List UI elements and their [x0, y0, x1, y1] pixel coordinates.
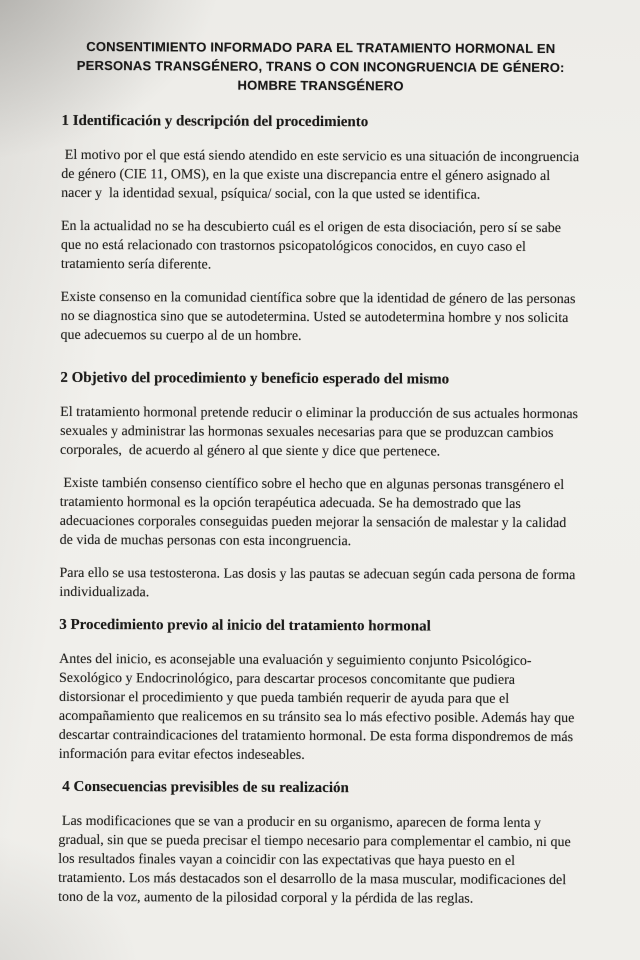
section-heading: 4 Consecuencias previsibles de su realización: [58, 778, 349, 797]
section-1-identificacion: [60, 112, 587, 347]
paragraph: Para ello se usa testosterona. Las dosis y las pautas se adecuan según cada persona de forma individualizada.: [59, 565, 579, 601]
paragraph: Antes del inicio, es aconsejable una evaluación y seguimiento conjunto Psicológico-Sexológico y Endocrinológico, para descartar procesos concomitante que pudiera distorsionar el procedimiento y que pueda también requerir de ayuda para que el acompañamiento que realicemos en su tránsito sea lo más efectivo posible. Además hay que descartar contraindicaciones del tratamiento hormonal. De esta forma dispondremos de más información para evitar efectos indeseables.: [58, 651, 578, 763]
section-3-procedimiento-previo: [59, 616, 578, 766]
paragraph: En la actualidad no se ha descubierto cuál es el origen de esta disociación, pero sí se sabe que no está relacionado con trastornos psicopatológicos conocidos, en cuyo caso el tratamiento sería diferente.: [60, 218, 565, 273]
document-title-line: PERSONAS TRANSGÉNERO, TRANS O CON INCONGRUENCIA DE GÉNERO:: [76, 57, 565, 76]
section-heading: 1 Identificación y descripción del procedimiento: [61, 112, 369, 131]
section-heading: 3 Procedimiento previo al inicio del tratamiento hormonal: [59, 616, 431, 635]
section-2-objetivo: [59, 369, 582, 604]
paragraph: Las modificaciones que se van a producir en su organismo, aparecen de forma lenta y gradual, sin que se pueda precisar el tiempo necesario para complementar el cambio, ni que los resultados finales vayan a coincidir con las expectativas que haya puesto en el tratamiento. Los más destacados son el desarrollo de la masa muscular, modificaciones del tono de la voz, aumento de la pilosidad corporal y la pérdida de las reglas.: [58, 813, 575, 907]
paragraph: El tratamiento hormonal pretende reducir o eliminar la producción de sus actuales hormonas sexuales y administrar las hormonas sexuales necesarias para que se produzcan cambios corporales, de acuerdo al género al que siente y dice que pertenece.: [59, 404, 582, 460]
section-4-consecuencias: [58, 778, 577, 909]
document-title: [62, 37, 580, 96]
paragraph: Existe consenso en la comunidad científica sobre que la identidad de género de las personas no se diagnostica sino que se autodetermina. Usted se autodetermina hombre y nos solicita que adecuemos su cuerpo al de un hombre.: [60, 289, 579, 344]
document-title-line: CONSENTIMIENTO INFORMADO PARA EL TRATAMIENTO HORMONAL EN: [86, 38, 556, 57]
document-title-line: HOMBRE TRANSGÉNERO: [237, 77, 404, 94]
paragraph: Existe también consenso científico sobre el hecho que en algunas personas transgénero el tratamiento hormonal es la opción terapéutica adecuada. Se ha demostrado que las adecuaciones corporales conseguidas pueden mejorar la sensación de malestar y la calidad de vida de muchas personas con esta incongruencia.: [59, 475, 570, 550]
paragraph: El motivo por el que está siendo atendido en este servicio es una situación de incongruencia de género (CIE 11, OMS), en la que existe una discrepancia entre el género asignado al nacer y la identidad sexual, psíquica/ social, con la que usted se identifica.: [61, 147, 587, 203]
section-heading: 2 Objetivo del procedimiento y beneficio esperado del mismo: [60, 369, 450, 388]
